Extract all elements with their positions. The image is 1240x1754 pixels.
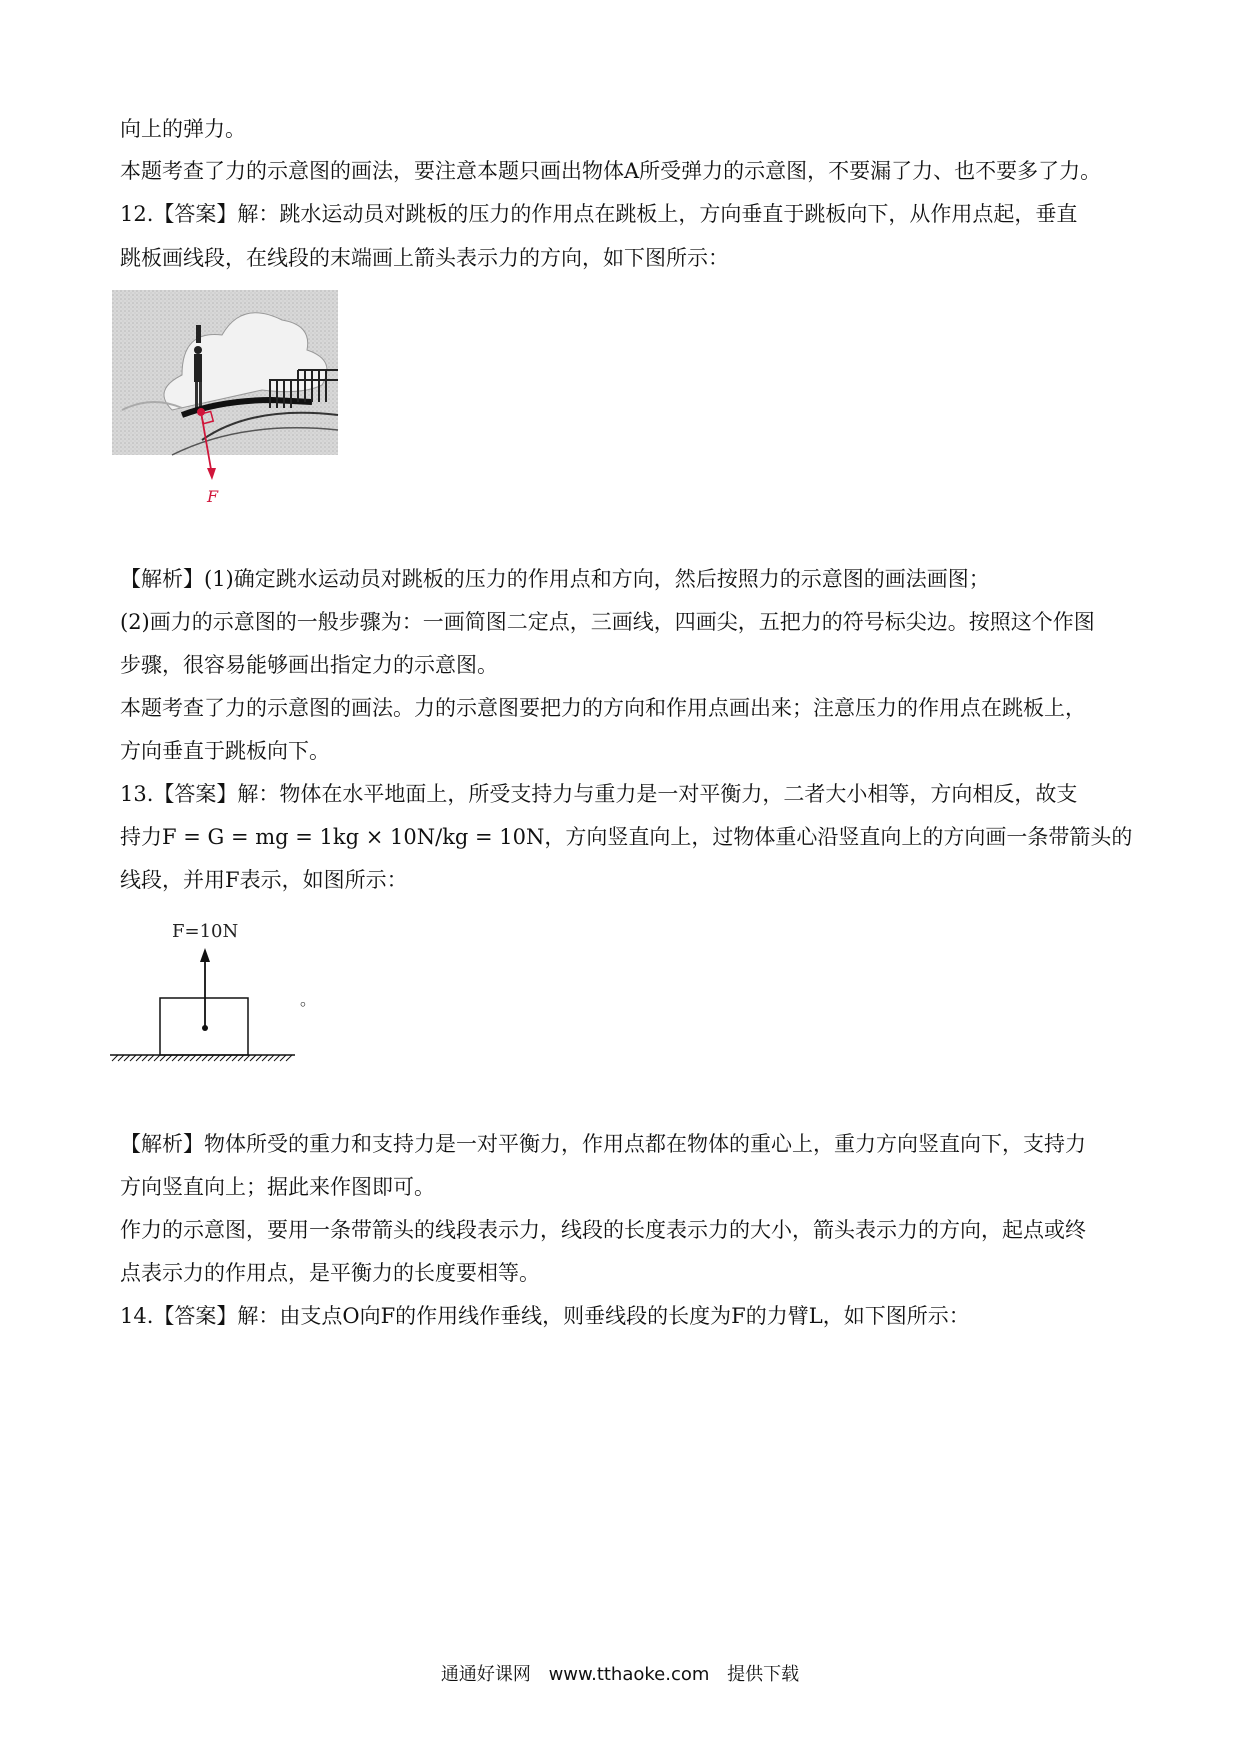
force-label-f-10n: F=10N bbox=[172, 921, 239, 942]
answer-12-line-2: 跳板画线段，在线段的末端画上箭头表示力的方向，如下图所示： bbox=[120, 246, 729, 270]
trailing-period-mark: 。 bbox=[300, 990, 317, 1009]
analysis-13-line-4: 点表示力的作用点，是平衡力的长度要相等。 bbox=[120, 1261, 540, 1285]
force-label-f: F bbox=[207, 487, 219, 506]
answer-14-line-1: 14.【答案】解：由支点O向F的作用线作垂线，则垂线段的长度为F的力臂L，如下图所示： bbox=[120, 1304, 970, 1328]
analysis-12-line-1: 【解析】(1)确定跳水运动员对跳板的压力的作用点和方向，然后按照力的示意图的画法画图； bbox=[120, 567, 990, 591]
footer-suffix: 提供下载 bbox=[727, 1664, 800, 1685]
analysis-13-line-2: 方向竖直向上；据此来作图即可。 bbox=[120, 1175, 435, 1199]
diving-board-figure bbox=[112, 290, 342, 510]
answer-13-line-2: 持力F = G = mg = 1kg × 10N/kg = 10N，方向竖直向上，过物体重心沿竖直向上的方向画一条带箭头的 bbox=[120, 825, 1133, 849]
analysis-12-line-4: 本题考查了力的示意图的画法。力的示意图要把力的方向和作用点画出来；注意压力的作用点在跳板上， bbox=[120, 696, 1086, 720]
answer-13-line-3: 线段，并用F表示，如图所示： bbox=[120, 868, 408, 892]
answer-13-line-1: 13.【答案】解：物体在水平地面上，所受支持力与重力是一对平衡力，二者大小相等，方向相反，故支 bbox=[120, 782, 1078, 806]
footer-url[interactable]: www.tthaoke.com bbox=[548, 1664, 710, 1685]
footer-site-name: 通通好课网 bbox=[440, 1664, 531, 1685]
center-of-gravity-point bbox=[202, 1025, 208, 1031]
analysis-13-line-1: 【解析】物体所受的重力和支持力是一对平衡力，作用点都在物体的重心上，重力方向竖直向下，支持力 bbox=[120, 1132, 1086, 1156]
text-line-1: 向上的弹力。 bbox=[120, 117, 246, 141]
analysis-12-line-3: 步骤，很容易能够画出指定力的示意图。 bbox=[120, 653, 498, 677]
box-support-force-figure bbox=[110, 915, 340, 1075]
text-line-2: 本题考查了力的示意图的画法，要注意本题只画出物体A所受弹力的示意图，不要漏了力、也不要多了力。 bbox=[120, 159, 1102, 183]
support-force-arrowhead bbox=[200, 948, 210, 962]
answer-12-line-1: 12.【答案】解：跳水运动员对跳板的压力的作用点在跳板上，方向垂直于跳板向下，从作用点起，垂直 bbox=[120, 202, 1078, 226]
analysis-12-line-2: (2)画力的示意图的一般步骤为：一画简图二定点，三画线，四画尖，五把力的符号标尖边。按照这个作图 bbox=[120, 610, 1095, 634]
analysis-12-line-5: 方向垂直于跳板向下。 bbox=[120, 739, 330, 763]
page-footer bbox=[0, 1660, 1240, 1686]
force-arrowhead bbox=[207, 468, 216, 480]
analysis-13-line-3: 作力的示意图，要用一条带箭头的线段表示力，线段的长度表示力的大小，箭头表示力的方向，起点或终 bbox=[120, 1218, 1086, 1242]
ground-hatching bbox=[112, 1055, 292, 1061]
